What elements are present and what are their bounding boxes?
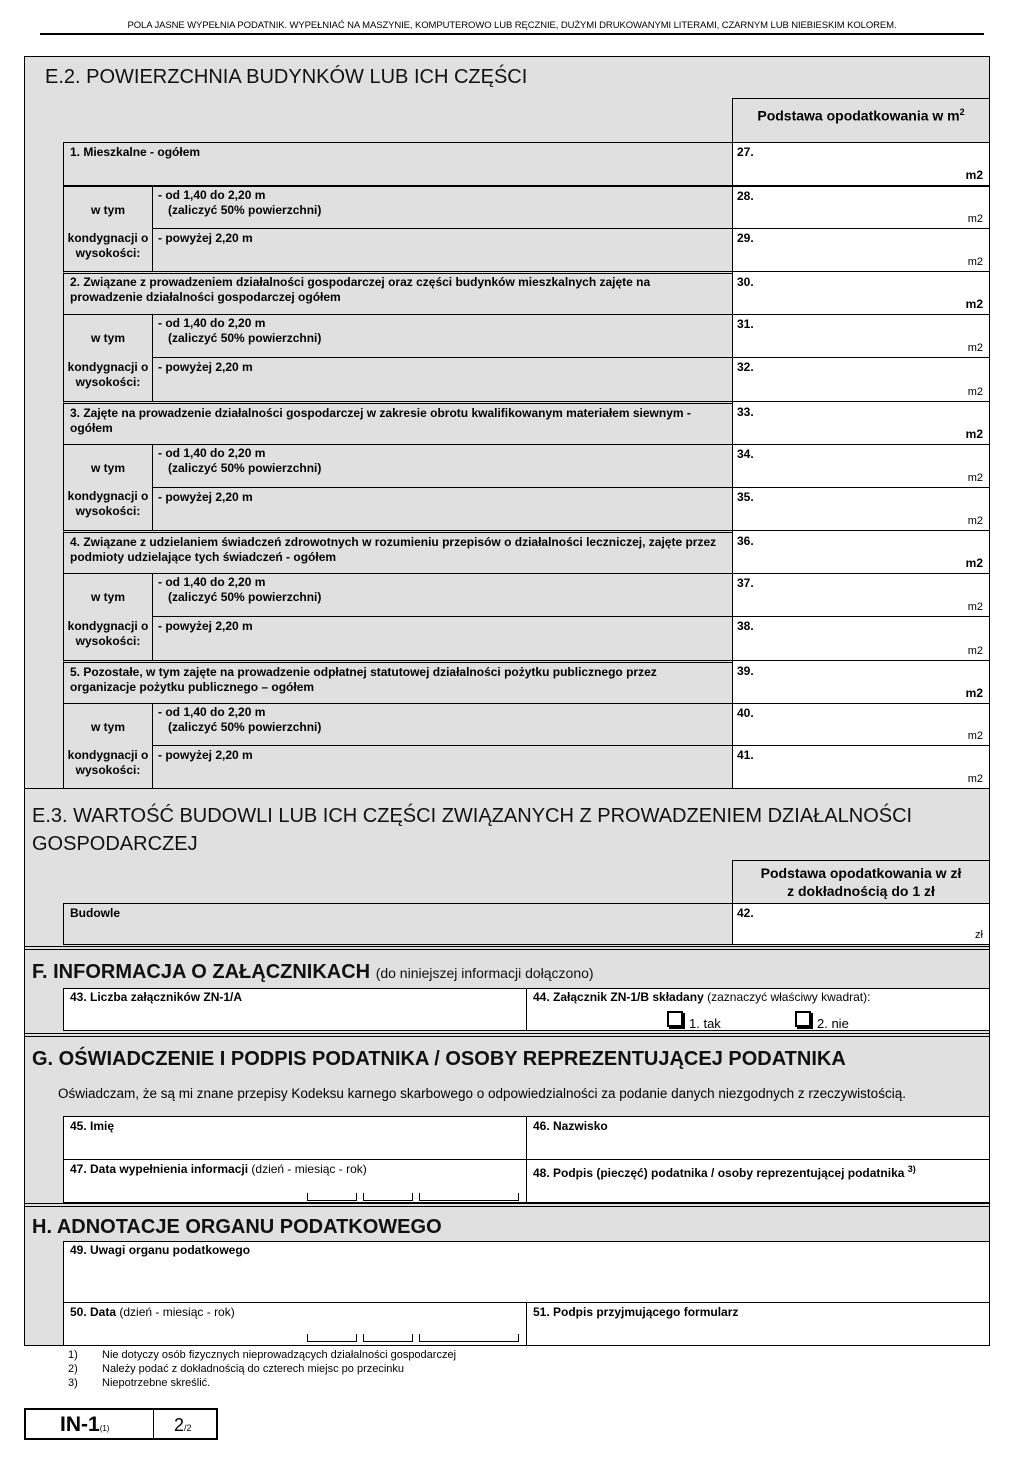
field-40[interactable]: 40. m2 [732,703,990,746]
field-31[interactable]: 31. m2 [732,314,990,358]
e2-row4-wtym: w tym kondygnacji o wysokości: [63,573,153,661]
e2-base-header: Podstawa opodatkowania w $m^2$ [732,98,990,142]
date-year [419,1193,519,1201]
footnote-1-num: 1) [68,1349,78,1361]
e2-row4: 4. Związane z udzielaniem świadczeń zdrowotnych w rozumieniu przepisów o działalności leczniczej, zajęte przez podmioty udzielające tych świadczeń - ogółem [63,530,733,574]
section-e3-title: E.3. WARTOŚĆ BUDOWLI LUB ICH CZĘŚCI ZWIĄZANYCH Z PROWADZENIEM DZIAŁALNOŚCI GOSPODARCZEJ [32,805,913,855]
e3-base-header: Podstawa opodatkowania w zł z dokładnością do 1 zł [732,860,990,904]
footnote-3-num: 3) [68,1377,78,1389]
e2-row2-wtym: w tym kondygnacji o wysokości: [63,314,153,402]
e2-row1-sub-b: - powyżej 2,20 m [152,228,733,272]
e2-row4-sub-b: - powyżej 2,20 m [152,616,733,661]
e2-row2-sub-a: - od 1,40 do 2,20 m (zaliczyć 50% powierzchni) [152,314,733,358]
statement-text: Oświadczam, że są mi znane przepisy Kodeksu karnego skarbowego o odpowiedzialności za podanie danych niezgodnych z rzeczywistością. [58,1086,906,1101]
section-e2-title: E.2. POWIERZCHNIA BUDYNKÓW LUB ICH CZĘŚCI [45,66,528,88]
field-27[interactable]: 27. m2 [732,142,990,186]
e2-row3-sub-a: - od 1,40 do 2,20 m (zaliczyć 50% powierzchni) [152,444,733,488]
form-code: IN-1 [60,1413,100,1436]
option-nie-label: 2. nie [817,1016,849,1031]
section-h-title: H. ADNOTACJE ORGANU PODATKOWEGO [32,1216,442,1238]
date-year [419,1334,519,1342]
field-45[interactable]: 45. Imię [63,1116,527,1160]
field-30[interactable]: 30. m2 [732,271,990,315]
section-g-title: G. OŚWIADCZENIE I PODPIS PODATNIKA / OSOBY REPREZENTUJĄCEJ PODATNIKA [32,1048,846,1070]
e2-row2-sub-b: - powyżej 2,20 m [152,357,733,402]
field-49[interactable]: 49. Uwagi organu podatkowego [63,1241,990,1303]
field-38[interactable]: 38. m2 [732,616,990,661]
field-48[interactable]: 48. Podpis (pieczęć) podatnika / osoby reprezentującej podatnika $^{3)}$ [526,1159,990,1203]
field-39[interactable]: 39. m2 [732,660,990,704]
field-36[interactable]: 36. m2 [732,530,990,574]
field-29[interactable]: 29. m2 [732,228,990,272]
e2-row5-wtym: w tym kondygnacji o wysokości: [63,703,153,789]
g-divider [24,1033,990,1037]
field-32[interactable]: 32. m2 [732,357,990,402]
field-28[interactable]: 28. m2 [732,186,990,229]
field-42[interactable]: 42. zł [732,903,990,945]
field-43[interactable]: 43. Liczba załączników ZN-1/A [63,988,527,1031]
e2-row3-sub-b: - powyżej 2,20 m [152,487,733,531]
h-divider [24,1203,990,1207]
option-tak-label: 1. tak [689,1016,721,1031]
field-41[interactable]: 41. m2 [732,745,990,789]
date-month [363,1334,413,1342]
form-id-box [24,1408,218,1440]
section-f-title: F. INFORMACJA O ZAŁĄCZNIKACH (do niniejszej informacji dołączono) [32,961,594,983]
e2-row5: 5. Pozostałe, w tym zajęte na prowadzenie odpłatnej statutowej działalności pożytku publicznego przez organizacje pożytku publicznego – ogółem [63,660,733,704]
field-50[interactable]: 50. Data (dzień - miesiąc - rok) [63,1302,527,1346]
footnote-3-text: Niepotrzebne skreślić. [102,1377,211,1389]
page-number: 2 [174,1415,185,1435]
date-day [307,1334,357,1342]
e2-row4-sub-a: - od 1,40 do 2,20 m (zaliczyć 50% powierzchni) [152,573,733,617]
e2-row1-sub-a: - od 1,40 do 2,20 m (zaliczyć 50% powierzchni) [152,186,733,229]
form-code-variant: (1) [99,1424,110,1433]
footnote-1-text: Nie dotyczy osób fizycznych nieprowadzących działalności gospodarczej [102,1349,457,1361]
field-37[interactable]: 37. m2 [732,573,990,617]
field-51[interactable]: 51. Podpis przyjmującego formularz [526,1302,990,1346]
field-46[interactable]: 46. Nazwisko [526,1116,990,1160]
e2-row3: 3. Zajęte na prowadzenie działalności gospodarczej w zakresie obrotu kwalifikowanym materiałem siewnym - ogółem [63,401,733,445]
checkbox-tak[interactable] [667,1011,683,1027]
field-35[interactable]: 35. m2 [732,487,990,531]
e2-row5-sub-b: - powyżej 2,20 m [152,745,733,789]
footnote-2-num: 2) [68,1363,78,1375]
field-33[interactable]: 33. m2 [732,401,990,445]
e2-row3-wtym: w tym kondygnacji o wysokości: [63,444,153,531]
date-month [363,1193,413,1201]
date-day [307,1193,357,1201]
footnote-2-text: Należy podać z dokładnością do czterech miejsc po przecinku [102,1363,405,1375]
field-34[interactable]: 34. m2 [732,444,990,488]
f-divider [24,946,990,950]
e2-row5-sub-a: - od 1,40 do 2,20 m (zaliczyć 50% powierzchni) [152,703,733,746]
field-47[interactable]: 47. Data wypełnienia informacji (dzień - miesiąc - rok) [63,1159,527,1203]
e3-divider [24,788,990,789]
e3-row-budowle: Budowle [63,903,733,945]
checkbox-nie[interactable] [795,1011,811,1027]
fill-instructions: POLA JASNE WYPEŁNIA PODATNIK. WYPEŁNIAĆ NA MASZYNIE, KOMPUTEROWO LUB RĘCZNIE, DUŻYMI DRUKOWANYMI LITERAMI, CZARNYM LUB NIEBIESKIM KOLOREM. [127,20,897,31]
page-total: /2 [184,1423,192,1433]
header-rule [40,33,984,35]
e2-row1: 1. Mieszkalne - ogółem [63,142,733,186]
e2-row1-wtym: w tym kondygnacji o wysokości: [63,186,153,272]
field-44: 44. Załącznik ZN-1/B składany (zaznaczyć właściwy kwadrat): 1. tak 2. nie [526,988,990,1031]
e2-row2: 2. Związane z prowadzeniem działalności gospodarczej oraz części budynków mieszkalnych zajęte na prowadzenie działalności gospodarczej ogółem [63,271,733,315]
